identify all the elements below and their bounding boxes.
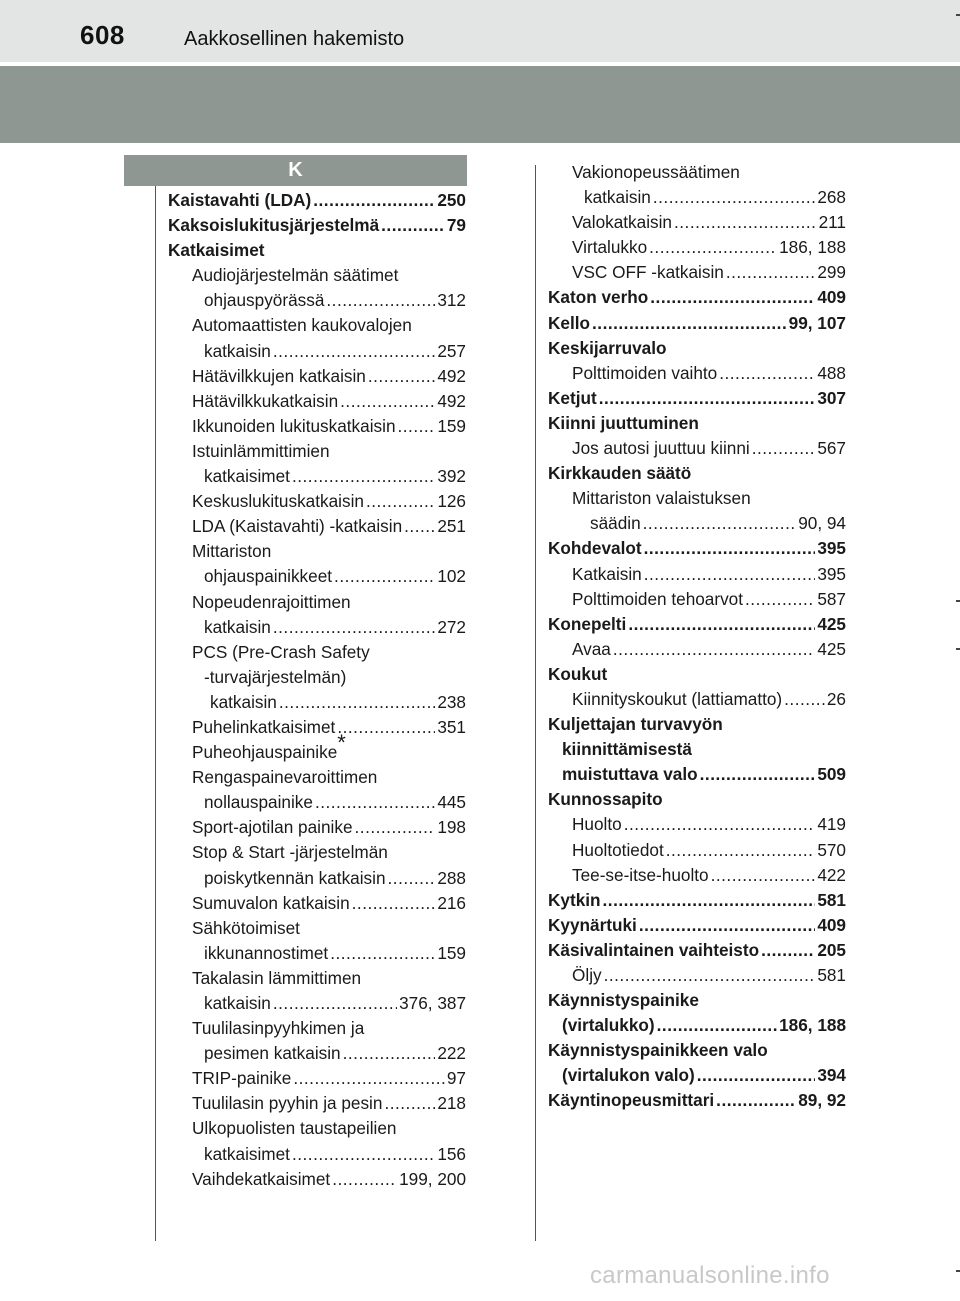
index-heading: Katkaisimet [168,240,265,261]
dot-leader [761,938,815,963]
entry-term: Virtalukko [572,237,648,258]
entry-page: 205 [817,939,846,960]
dot-leader [352,891,436,916]
entry-term: ohjauspainikkeet [204,566,333,587]
index-subheading: Automaattisten kaukovalojen [192,315,412,336]
dot-leader [653,185,815,210]
dot-leader [666,838,816,863]
dot-leader [388,866,436,891]
index-entry [168,730,466,765]
dot-leader [326,288,435,313]
index-entry [548,235,846,260]
index-entry [168,866,466,891]
dot-leader [603,888,816,913]
index-entry [548,1013,846,1038]
index-subheading: kiinnittämisestä [562,739,692,760]
index-entry [548,1088,846,1113]
dot-leader [624,812,816,837]
index-entry [548,838,846,863]
dot-leader [337,715,435,740]
entry-term: Katon verho [548,287,649,308]
index-entry [548,511,846,536]
index-entry [168,615,466,640]
entry-term: VSC OFF -katkaisin [572,262,724,283]
entry-term: Sport-ajotilan painike [192,817,353,838]
dot-leader [368,364,435,389]
entry-page: 250 [437,190,466,210]
dot-leader [649,235,777,260]
index-entry [168,1167,466,1192]
entry-term: ikkunannostimet [204,942,329,963]
column-divider-middle [535,165,536,1241]
entry-page: 299 [817,262,846,283]
entry-term: katkaisin [204,616,271,637]
dot-leader [273,339,435,364]
entry-term: (virtalukon valo) [562,1065,695,1086]
index-column-1 [168,188,466,1192]
dot-leader [711,863,816,888]
dot-leader [745,587,815,612]
entry-page: 581 [817,889,846,910]
entry-page: 272 [437,616,466,637]
entry-term: Puheohjauspainike [192,742,338,763]
entry-page: 351 [437,716,466,737]
entry-term: Kello [548,312,591,333]
dot-leader [784,687,825,712]
entry-page: 90, 94 [798,513,846,534]
entry-page: 26 [826,688,846,709]
index-heading: Kunnossapito [548,789,663,810]
dot-leader [292,464,435,489]
dot-leader [332,1167,397,1192]
index-subheading: Mittariston [192,541,272,562]
entry-term: LDA (Kaistavahti) -katkaisin [192,516,403,537]
index-entry [168,389,466,414]
dot-leader [700,762,816,787]
entry-term: Ketjut [548,387,597,408]
entry-page: 570 [817,839,846,860]
index-subheading: Nopeudenrajoittimen [192,591,351,612]
dot-leader [273,615,435,640]
dot-leader [313,188,435,213]
entry-page: 211 [818,212,846,233]
entry-page: 376, 387 [399,993,466,1013]
entry-term: katkaisin [204,340,271,361]
index-entry [548,285,846,310]
entry-page: 186, 188 [779,237,846,258]
entry-term: Kaksoislukitusjärjestelmä [168,215,380,236]
entry-page: 409 [817,287,846,308]
entry-term: Kaistavahti (LDA) [168,190,312,210]
index-subheading: Sähkötoimiset [192,917,300,938]
index-entry [548,562,846,587]
index-entry [548,436,846,461]
entry-page: 488 [817,362,846,383]
dot-leader [643,511,797,536]
index-entry [168,1142,466,1167]
entry-page: 251 [437,516,466,537]
index-entry [168,414,466,439]
entry-term: katkaisimet [204,466,290,487]
entry-page: 79 [446,215,466,236]
entry-page: 419 [817,814,846,835]
index-entry [548,888,846,913]
dot-leader [355,815,436,840]
dot-leader [752,436,816,461]
dot-leader [599,386,816,411]
index-entry [168,464,466,489]
entry-page: 89, 92 [798,1090,846,1111]
entry-term: Polttimoiden tehoarvot [572,588,744,609]
dot-leader [293,1066,445,1091]
dot-leader [657,1013,777,1038]
dot-leader [613,637,815,662]
entry-page: 198 [437,817,466,838]
index-entry [168,339,466,364]
index-entry [548,587,846,612]
index-entry [548,1063,846,1088]
entry-term: Puhelinkatkaisimet [192,716,336,737]
entry-term: Valokatkaisin [572,212,672,233]
index-subheading: Mittariston valaistuksen [572,488,751,509]
entry-term: nollauspainike [204,792,313,813]
index-entry [168,188,466,213]
dot-leader [315,790,435,815]
entry-page: 394 [817,1065,846,1086]
dot-leader [343,1041,436,1066]
index-entry [548,311,846,336]
entry-term: Kytkin [548,889,601,910]
entry-page: 492 [437,365,466,386]
index-entry [168,690,466,715]
dot-leader [628,612,815,637]
index-entry [548,361,846,386]
entry-page: 159 [437,942,466,963]
watermark: carmanualsonline.info [590,1262,830,1289]
entry-term: Katkaisin [572,563,642,584]
index-entry [548,210,846,235]
index-heading: Käynnistyspainikkeen valo [548,1040,768,1061]
entry-term: Käsivalintainen vaihteisto [548,939,760,960]
dot-leader [697,1063,816,1088]
entry-page: 218 [437,1093,466,1114]
dot-leader [330,941,435,966]
entry-term: pesimen katkaisin [204,1043,341,1064]
header-band [0,66,960,143]
edge-mark [956,648,960,650]
index-entry [168,715,466,740]
index-subheading: PCS (Pre-Crash Safety [192,641,370,662]
edge-mark [956,1270,960,1272]
column-divider-left [155,186,156,1241]
entry-term: katkaisin [584,187,651,208]
index-heading: Koukut [548,663,608,684]
entry-term: Kohdevalot [548,538,642,559]
entry-term: Huoltotiedot [572,839,664,860]
entry-term: säädin [590,513,641,534]
entry-page: 102 [437,566,466,587]
index-entry [168,489,466,514]
entry-page: 567 [817,438,846,459]
dot-leader [674,210,817,235]
dot-leader [719,361,815,386]
dot-leader [292,1142,435,1167]
index-subheading: Ulkopuolisten taustapeilien [192,1118,397,1139]
entry-page: 257 [437,340,466,361]
entry-term: Hätävilkkujen katkaisin [192,365,366,386]
dot-leader [404,514,435,539]
entry-page: 97 [446,1068,466,1089]
entry-term: ohjauspyörässä [204,290,325,311]
index-entry [548,938,846,963]
index-subheading: Stop & Start -järjestelmän [192,842,388,863]
entry-term: muistuttava valo [562,764,698,785]
entry-term: Vaihdekatkaisimet [192,1168,331,1189]
entry-term: Avaa [572,638,611,659]
entry-term: Polttimoiden vaihto [572,362,718,383]
index-subheading: Tuulilasinpyyhkimen ja [192,1018,365,1039]
index-subheading: -turvajärjestelmän) [204,666,347,687]
entry-page: 492 [437,390,466,411]
dot-leader [644,562,816,587]
entry-term: TRIP-painike [192,1068,292,1089]
entry-page: 199, 200 [399,1168,466,1189]
entry-term: Ikkunoiden lukituskatkaisin [192,415,396,436]
entry-term: Hätävilkkukatkaisin [192,390,339,411]
index-entry [548,612,846,637]
index-heading: Keskijarruvalo [548,337,667,358]
entry-term: Tuulilasin pyyhin ja pesin [192,1093,383,1114]
entry-term: katkaisimet [204,1143,290,1164]
page-number: 608 [80,20,125,50]
entry-page: 395 [817,538,846,559]
entry-page: 509 [817,764,846,785]
entry-page: 99, 107 [788,312,846,333]
entry-page: 186, 188 [779,1015,846,1036]
entry-page: 268 [817,187,846,208]
entry-term: Kiinnityskoukut (lattiamatto) [572,688,783,709]
index-entry [548,536,846,561]
edge-mark [956,14,960,16]
entry-page: 587 [817,588,846,609]
index-entry [548,762,846,787]
index-entry [168,941,466,966]
index-entry [168,815,466,840]
dot-leader [592,311,787,336]
entry-page: 238 [437,691,466,712]
entry-page: 216 [437,892,466,913]
dot-leader [279,690,435,715]
index-entry [168,1041,466,1066]
entry-page: 581 [817,965,846,985]
page-header [0,0,960,62]
index-entry [168,1066,466,1091]
index-entry [168,514,466,539]
index-entry [168,288,466,313]
index-subheading: Istuinlämmittimien [192,440,330,461]
index-entry [548,913,846,938]
entry-page: 395 [817,563,846,584]
entry-page: 425 [817,613,846,634]
index-column-2 [548,160,846,1114]
dot-leader [381,213,445,238]
index-entry [168,790,466,815]
entry-page: 425 [817,638,846,659]
entry-term: (virtalukko) [562,1015,655,1036]
index-heading: Käynnistyspainike [548,990,699,1011]
dot-leader [650,285,815,310]
entry-term: Keskuslukituskatkaisin [192,491,364,512]
index-entry [168,564,466,589]
dot-leader [366,489,435,514]
index-heading: Kirkkauden säätö [548,463,692,484]
entry-term: Jos autosi juuttuu kiinni [572,438,750,459]
entry-page: 445 [437,792,466,813]
entry-term: katkaisin [210,691,277,712]
page-title: Aakkosellinen hakemisto [184,28,405,50]
dot-leader [716,1088,796,1113]
dot-leader [334,564,435,589]
entry-page: 126 [437,491,466,512]
dot-leader [639,913,815,938]
index-entry [168,991,466,1016]
section-letter-tab: K [124,155,467,186]
entry-page: 156 [437,1143,466,1164]
entry-page: 409 [817,914,846,935]
dot-leader [604,963,816,988]
entry-page: 392 [437,466,466,487]
entry-page: 422 [817,864,846,885]
dot-leader [340,389,435,414]
index-entry [548,863,846,888]
index-subheading: Rengaspainevaroittimen [192,767,378,788]
index-entry [548,963,846,988]
edge-mark [956,600,960,602]
entry-term: Sumuvalon katkaisin [192,892,350,913]
index-entry [168,364,466,389]
dot-leader [273,991,397,1016]
index-heading: Kiinni juuttuminen [548,412,699,433]
entry-term: Kyynärtuki [548,914,637,935]
index-subheading: Vakionopeussäätimen [572,162,740,182]
index-entry [548,185,846,210]
entry-page: 307 [817,387,846,408]
index-entry [548,260,846,285]
dot-leader [384,1091,435,1116]
dot-leader [398,414,436,439]
asterisk-mark: * [337,730,346,756]
dot-leader [726,260,815,285]
index-entry [168,1091,466,1116]
entry-page: 312 [437,290,466,311]
index-entry [168,213,466,238]
index-subheading: Audiojärjestelmän säätimet [192,265,399,286]
index-heading: Kuljettajan turvavyön [548,714,723,735]
index-entry [548,386,846,411]
index-entry [168,891,466,916]
entry-term: Käyntinopeusmittari [548,1090,715,1111]
entry-term: Öljy [572,965,602,985]
entry-term: Huolto [572,814,622,835]
entry-page: 159 [437,415,466,436]
entry-term: katkaisin [204,993,271,1013]
entry-page: 288 [437,867,466,888]
index-entry [548,637,846,662]
dot-leader [644,536,816,561]
index-entry [548,687,846,712]
entry-term: Tee-se-itse-huolto [572,864,709,885]
index-subheading: Takalasin lämmittimen [192,967,362,988]
index-entry [548,812,846,837]
entry-term: poiskytkennän katkaisin [204,867,386,888]
entry-term: Konepelti [548,613,627,634]
entry-page: 222 [437,1043,466,1064]
